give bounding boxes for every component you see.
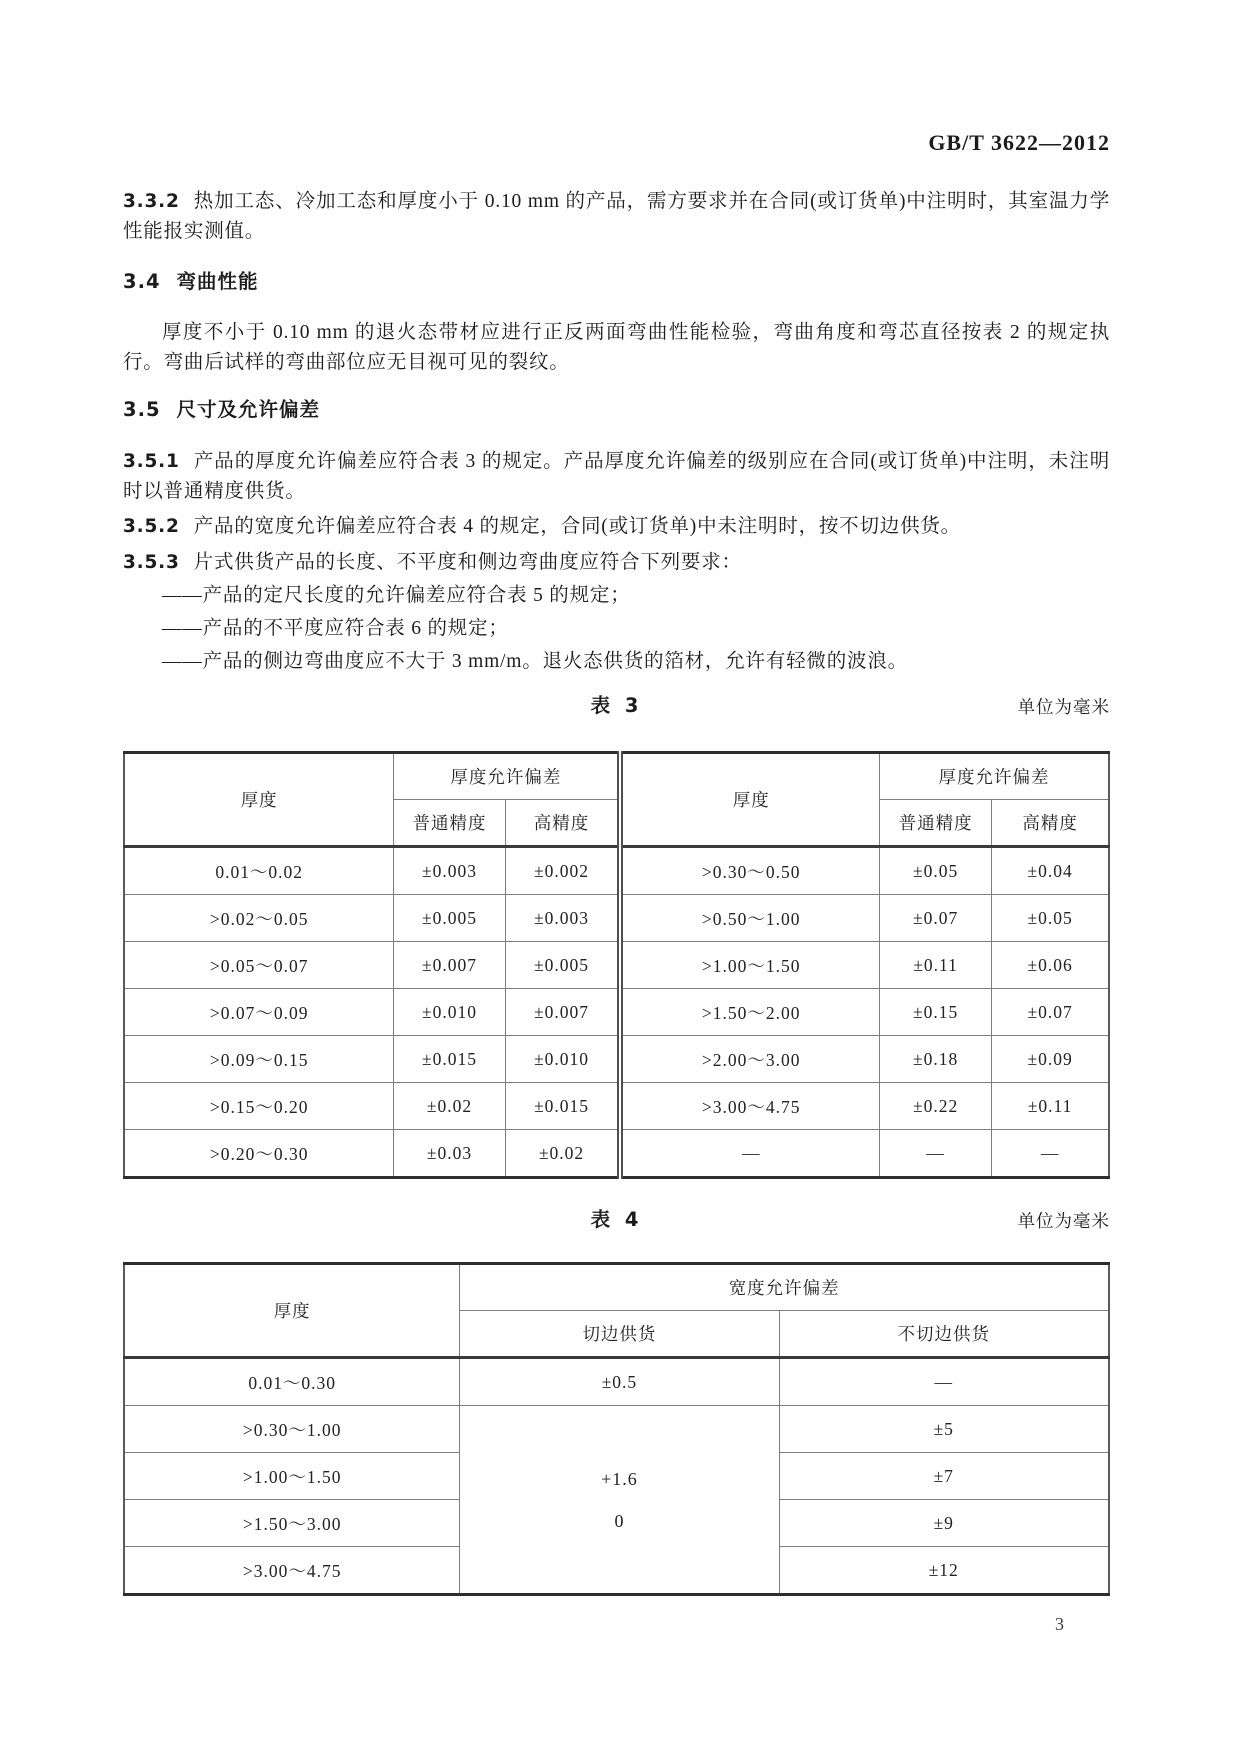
dash-item-flatness: ——产品的不平度应符合表 6 的规定； <box>162 618 509 639</box>
clause-number: 3.5.2 <box>123 516 180 537</box>
table-row <box>124 895 1109 942</box>
cell-thickness-range: >0.05～0.07 <box>124 942 394 989</box>
clause-text: 片式供货产品的长度、不平度和侧边弯曲度应符合下列要求： <box>193 552 742 573</box>
clause-3-5-3 <box>123 546 1110 579</box>
cell-thickness-range: >0.02～0.05 <box>124 895 394 942</box>
cell-high-tolerance: ±0.003 <box>505 895 620 942</box>
table-row <box>124 1036 1109 1083</box>
cell-normal-tolerance: — <box>879 1130 991 1178</box>
clause-number: 3.5 <box>123 398 161 421</box>
cell-high-tolerance: — <box>992 1130 1109 1178</box>
cell-normal-tolerance: ±0.05 <box>879 847 991 895</box>
cell-trimmed-tolerance-merged <box>460 1406 779 1595</box>
cell-high-tolerance: ±0.09 <box>992 1036 1109 1083</box>
cell-high-tolerance: ±0.007 <box>505 989 620 1036</box>
cell-high-tolerance: ±0.07 <box>992 989 1109 1036</box>
cell-thickness-range: >0.30～0.50 <box>620 847 879 895</box>
table-3-unit-note: 单位为毫米 <box>1017 697 1110 717</box>
table-4-unit-note: 单位为毫米 <box>1017 1211 1110 1231</box>
t3-subheader-normal-left: 普通精度 <box>394 800 505 847</box>
clause-text: 产品的宽度允许偏差应符合表 4 的规定，合同(或订货单)中未注明时，按不切边供货。 <box>193 516 961 537</box>
cell-thickness-range: 0.01～0.02 <box>124 847 394 895</box>
t3-header-thickness-right: 厚度 <box>620 753 879 847</box>
t3-header-tolerance-left: 厚度允许偏差 <box>394 753 621 800</box>
t3-header-thickness-left: 厚度 <box>124 753 394 847</box>
page-number: 3 <box>1055 1614 1064 1634</box>
t4-subheader-trimmed: 切边供货 <box>460 1311 779 1358</box>
cell-normal-tolerance: ±0.15 <box>879 989 991 1036</box>
heading-title: 弯曲性能 <box>176 270 259 293</box>
tolerance-upper-deviation: +1.6 <box>601 1468 638 1489</box>
cell-thickness-range: >1.50～3.00 <box>124 1500 460 1547</box>
cell-untrimmed-tolerance: — <box>779 1358 1109 1406</box>
t4-subheader-untrimmed: 不切边供货 <box>779 1311 1109 1358</box>
heading-title: 尺寸及允许偏差 <box>176 398 321 421</box>
cell-high-tolerance: ±0.015 <box>505 1083 620 1130</box>
cell-normal-tolerance: ±0.010 <box>394 989 505 1036</box>
clause-number: 3.5.1 <box>123 451 180 472</box>
cell-normal-tolerance: ±0.007 <box>394 942 505 989</box>
cell-high-tolerance: ±0.010 <box>505 1036 620 1083</box>
cell-high-tolerance: ±0.005 <box>505 942 620 989</box>
clause-number: 3.3.2 <box>123 191 180 212</box>
cell-normal-tolerance: ±0.11 <box>879 942 991 989</box>
table-row <box>124 847 1109 895</box>
dash-item-fixed-length: ——产品的定尺长度的允许偏差应符合表 5 的规定； <box>162 585 631 606</box>
cell-high-tolerance: ±0.11 <box>992 1083 1109 1130</box>
cell-thickness-range: >3.00～4.75 <box>620 1083 879 1130</box>
cell-thickness-range: >2.00～3.00 <box>620 1036 879 1083</box>
paragraph-3-4-body: 厚度不小于 0.10 mm 的退火态带材应进行正反两面弯曲性能检验，弯曲角度和弯芯直径按表 2 的规定执行。弯曲后试样的弯曲部位应无目视可见的裂纹。 <box>123 322 1110 373</box>
table-header-row <box>124 1264 1109 1311</box>
cell-thickness-range: >3.00～4.75 <box>124 1547 460 1595</box>
table-row <box>124 989 1109 1036</box>
cell-thickness-range: >1.00～1.50 <box>124 1453 460 1500</box>
clause-3-3-2 <box>123 187 1110 247</box>
cell-normal-tolerance: ±0.003 <box>394 847 505 895</box>
heading-3-4 <box>123 267 1110 297</box>
cell-high-tolerance: ±0.02 <box>505 1130 620 1178</box>
cell-normal-tolerance: ±0.22 <box>879 1083 991 1130</box>
t4-header-width-tolerance: 宽度允许偏差 <box>460 1264 1109 1311</box>
clause-number: 3.4 <box>123 270 161 293</box>
cell-high-tolerance: ±0.06 <box>992 942 1109 989</box>
cell-untrimmed-tolerance: ±12 <box>779 1547 1109 1595</box>
clause-text: 产品的厚度允许偏差应符合表 3 的规定。产品厚度允许偏差的级别应在合同(或订货单)中注明，未注明时以普通精度供货。 <box>123 451 1110 502</box>
table-row <box>124 1358 1109 1406</box>
clause-number: 3.5.3 <box>123 552 180 573</box>
cell-thickness-range: >0.15～0.20 <box>124 1083 394 1130</box>
cell-thickness-range: — <box>620 1130 879 1178</box>
cell-thickness-range: >1.00～1.50 <box>620 942 879 989</box>
cell-normal-tolerance: ±0.015 <box>394 1036 505 1083</box>
table-row <box>124 1130 1109 1178</box>
table-3-thickness-tolerance <box>123 751 1110 1179</box>
cell-untrimmed-tolerance: ±9 <box>779 1500 1109 1547</box>
cell-normal-tolerance: ±0.18 <box>879 1036 991 1083</box>
tolerance-lower-deviation: 0 <box>614 1510 625 1531</box>
table-4-width-tolerance <box>123 1262 1110 1596</box>
table-3-caption-row <box>123 691 1110 721</box>
table-4-caption-row <box>123 1205 1110 1235</box>
t4-header-thickness: 厚度 <box>124 1264 460 1358</box>
table-row <box>124 1406 1109 1453</box>
clause-3-5-1 <box>123 447 1110 507</box>
dash-item-edge-camber: ——产品的侧边弯曲度应不大于 3 mm/m。退火态供货的箔材，允许有轻微的波浪。 <box>162 651 908 672</box>
heading-3-5 <box>123 395 1110 425</box>
table-header-row <box>124 753 1109 800</box>
cell-thickness-range: >0.20～0.30 <box>124 1130 394 1178</box>
clause-3-5-2 <box>123 510 1110 543</box>
cell-normal-tolerance: ±0.07 <box>879 895 991 942</box>
cell-normal-tolerance: ±0.02 <box>394 1083 505 1130</box>
t3-subheader-high-left: 高精度 <box>505 800 620 847</box>
cell-untrimmed-tolerance: ±5 <box>779 1406 1109 1453</box>
cell-high-tolerance: ±0.05 <box>992 895 1109 942</box>
cell-thickness-range: >0.09～0.15 <box>124 1036 394 1083</box>
cell-thickness-range: >1.50～2.00 <box>620 989 879 1036</box>
cell-thickness-range: 0.01～0.30 <box>124 1358 460 1406</box>
cell-high-tolerance: ±0.04 <box>992 847 1109 895</box>
table-4-caption: 表 4 <box>590 1208 643 1231</box>
cell-untrimmed-tolerance: ±7 <box>779 1453 1109 1500</box>
t3-subheader-normal-right: 普通精度 <box>879 800 991 847</box>
cell-thickness-range: >0.50～1.00 <box>620 895 879 942</box>
standard-code: GB/T 3622—2012 <box>928 130 1110 155</box>
table-row <box>124 942 1109 989</box>
cell-normal-tolerance: ±0.005 <box>394 895 505 942</box>
t3-header-tolerance-right: 厚度允许偏差 <box>879 753 1109 800</box>
cell-thickness-range: >0.07～0.09 <box>124 989 394 1036</box>
t3-subheader-high-right: 高精度 <box>992 800 1109 847</box>
table-3-caption: 表 3 <box>590 694 643 717</box>
table-row <box>124 1083 1109 1130</box>
cell-normal-tolerance: ±0.03 <box>394 1130 505 1178</box>
cell-trimmed-tolerance: ±0.5 <box>460 1358 779 1406</box>
cell-thickness-range: >0.30～1.00 <box>124 1406 460 1453</box>
cell-high-tolerance: ±0.002 <box>505 847 620 895</box>
clause-text: 热加工态、冷加工态和厚度小于 0.10 mm 的产品，需方要求并在合同(或订货单)中注明时，其室温力学性能报实测值。 <box>123 191 1110 242</box>
